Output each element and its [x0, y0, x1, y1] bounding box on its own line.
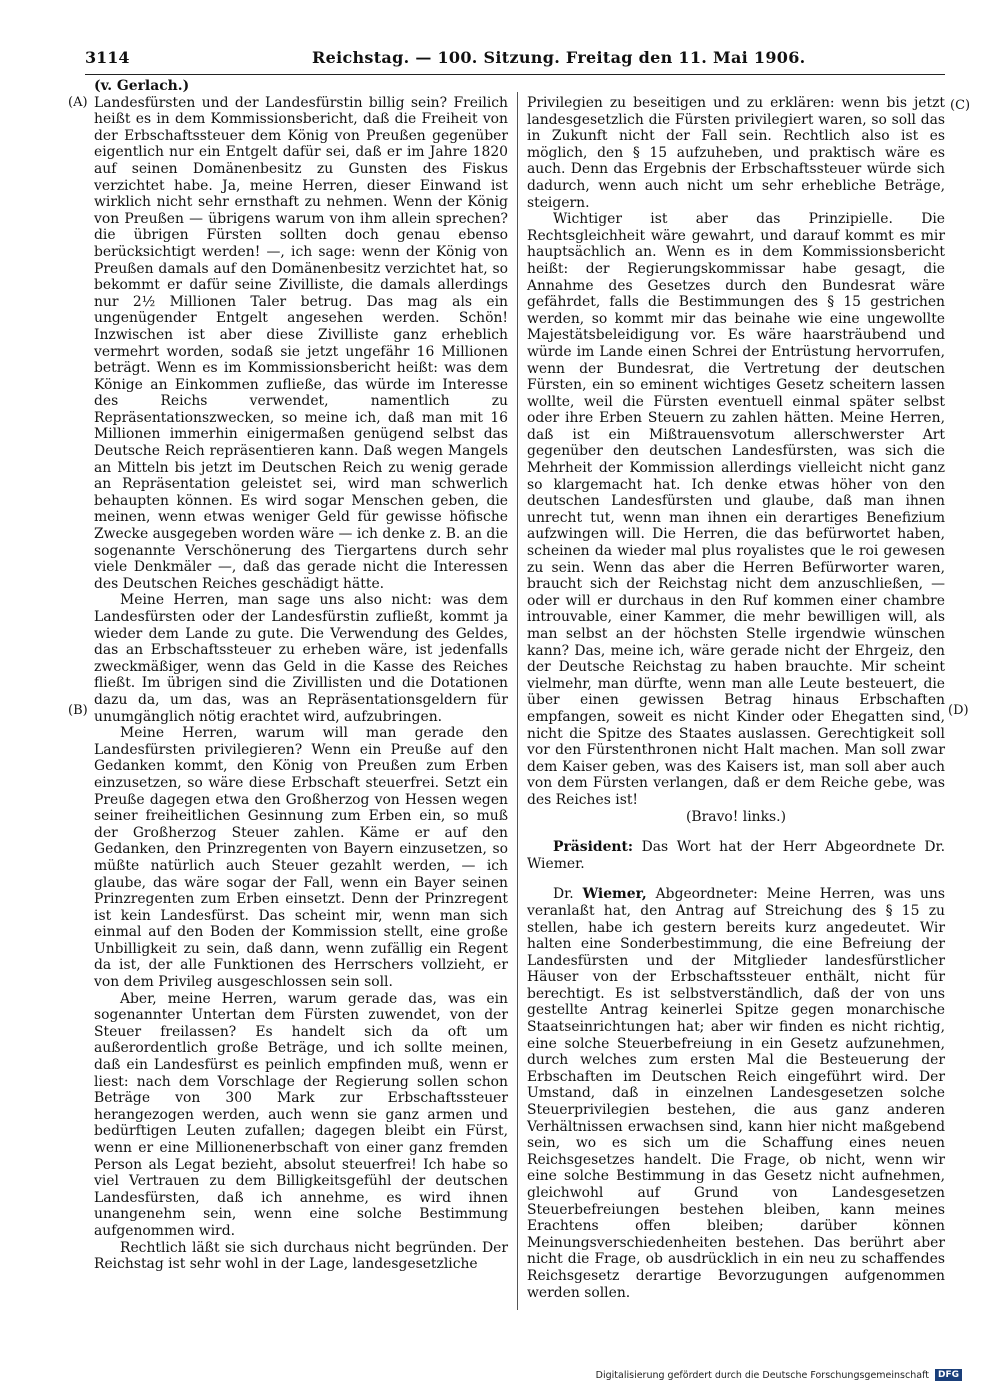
page-number: 3114: [85, 48, 130, 67]
margin-marker-c: (C): [950, 98, 971, 113]
column-divider: [517, 92, 518, 1310]
footer-text: Digitalisierung gefördert durch die Deutsche Forschungsgemeinschaft: [595, 1369, 929, 1381]
spacer: [527, 825, 945, 839]
paragraph: Rechtlich läßt sie sich durchaus nicht begründen. Der Reichstag ist sehr wohl in der Lage, landesgesetzliche: [94, 1239, 508, 1273]
running-title: Reichstag. — 100. Sitzung. Freitag den 11. Mai 1906.: [312, 48, 806, 67]
applause-note: (Bravo! links.): [686, 808, 786, 825]
paragraph: Meine Herren, warum will man gerade den Landesfürsten privilegieren? Wenn ein Preuße auf den Gedanken kommt, den König von Preußen zum Erben einzusetzen, so wäre diese Erbschaft steuerfrei. Setzt ein Preuße dagegen etwa den Großherzog von Hessen wegen seiner freiheitlichen Gesinnung zum Erben ein, so muß der Großherzog Steuer zahlen. Käme er auf den Gedanken, den Prinzregenten von Bayern einzusetzen, so müßte natürlich auch Steuer gezahlt werden, — ich glaube, das wäre sogar der Fall, wenn ein Bayer seinen Prinzregenten zum Erben einsetzt. Denn der Prinzregent ist kein Landesfürst. Das scheint mir, wenn man sich einmal auf den Boden der Kommission stellt, eine große Unbilligkeit zu sein, daß dann, wenn zufällig ein Regent da ist, der alle Funktionen des Herrschers vollzieht, er von dem Privileg ausgeschlossen sein soll.: [94, 725, 508, 991]
president-label: Präsident:: [553, 839, 634, 856]
page-header: [85, 48, 945, 74]
spacer: [527, 872, 945, 886]
right-column: [527, 95, 945, 1301]
speech-paragraph: [527, 886, 945, 1301]
margin-marker-d: (D): [948, 703, 969, 718]
president-text: Das Wort hat der Herr Abgeordnete Dr. Wiemer.: [527, 839, 946, 872]
margin-marker-a: (A): [68, 95, 88, 110]
paragraph: Aber, meine Herren, warum gerade das, was ein sogenannter Untertan dem Fürsten zuwendet, von der Steuer freilassen? Es handelt sich da oft um außerordentlich große Beträge, und ich sollte meinen, daß ein Landesfürst es peinlich empfinden muß, wenn er liest: nach dem Vorschlage der Regierung sollen schon Beträge von 300 Mark zur Erbschaftssteuer herangezogen werden, auch wenn sie ganz armen und bedürftigen Leuten zufallen; dagegen bleibt ein Fürst, wenn er eine Millionenerbschaft von einer ganz fremden Person als Legat bezieht, absolut steuerfrei! Ich habe so viel Vertrauen zu dem Billigkeitsgefühl der deutschen Landesfürsten, daß ich annehme, es wird ihnen unangenehm sein, wenn eine solche Bestimmung aufgenommen wird.: [94, 990, 508, 1239]
paragraph: Meine Herren, man sage uns also nicht: was dem Landesfürsten oder der Landesfürstin zufließt, kommt ja wieder dem Lande zu gute. Die Verwendung des Geldes, das an Erbschaftssteuer zu erheben wäre, ist jedenfalls zweckmäßiger, wenn das Geld in die Kasse des Reiches fließt. Im übrigen sind die Zivillisten und die Dotationen dazu da, um das, was an Repräsentationsgeldern für unumgänglich nötig erachtet wird, aufzubringen.: [94, 592, 508, 725]
left-column: [94, 78, 508, 1273]
digitization-footer: [596, 1368, 962, 1382]
speech-text: Abgeordneter: Meine Herren, was uns veranlaßt hat, den Antrag auf Streichung des § 15 zu stellen, habe ich gestern bereits kurz angedeutet. Wir halten eine Sonderbestimmung, die eine Befreiung der Landesfürsten und der Mitglieder landesfürstlicher Häuser von der Erbschaftssteuer enthält, nicht für berechtigt. Es ist selbstverständlich, daß der von uns gestellte Antrag keinerlei Spitze gegen monarchische Staatseinrichtungen hat; aber wir finden es nicht richtig, eine solche Steuerbefreiung in ein Gesetz aufzunehmen, durch welches zum ersten Mal die Besteuerung der Erbschaften im Deutschen Reich eingeführt wird. Der Umstand, daß in einzelnen Landesgesetzen solche Steuerprivilegien bestehen, die aus ganz anderen Verhältnissen erwachsen sind, kann hier nicht maßgebend sein, wo es sich um die Schaffung eines neuen Reichsgesetzes handelt. Die Frage, ob nicht, wenn wir eine solche Bestimmung in das Gesetz nicht aufnehmen, gleichwohl auf Grund von Landesgesetzen Steuerbefreiungen bestehen bleiben, kann meines Erachtens offen bleiben; darüber können Meinungsverschiedenheiten bestehen. Das berührt aber nicht die Frage, ob ausdrücklich in ein neu zu schaffendes Reichsgesetz derartige Bevorzugungen aufgenommen werden sollen.: [527, 886, 946, 1301]
margin-marker-b: (B): [68, 703, 88, 718]
paragraph: Wichtiger ist aber das Prinzipielle. Die Rechtsgleichheit wäre gewahrt, und darauf kommt es mir hauptsächlich an. Wenn es in dem Kommissionsbericht heißt: der Regierungskommissar habe gesagt, die Annahme des Gesetzes durch den Bundesrat wäre gefährdet, falls die Bestimmungen des § 15 gestrichen werden, so kommt mir das beinahe wie eine ungewollte Majestätsbeleidigung vor. Es wäre haarsträubend und würde im Lande einen Schrei der Entrüstung hervorrufen, wenn der Bundesrat, die Vertretung der deutschen Fürsten, ein so eminent wichtiges Gesetz scheitern lassen wollte, weil die Fürsten eventuell einmal später selbst oder ihre Erben Steuern zu zahlen hätten. Meine Herren, daß ist ein Mißtrauensvotum allerschwerster Art gegenüber den deutschen Landesfürsten, was sich die Mehrheit der Kommission allerdings vielleicht nicht ganz so klargemacht hat. Ich denke etwas höher von den deutschen Landesfürsten und glaube, daß man ihnen unrecht tut, wenn man ihnen ein derartiges Benefizium aufzwingen will. Die Herren, die das befürwortet haben, scheinen da wieder mal plus royalistes que le roi gewesen zu sein. Wenn das aber die Herren Befürworter waren, braucht sich der Reichstag nicht dem anzuschließen, — oder will er durchaus in den Ruf kommen einer chambre introuvable, einer Kammer, die mehr bewilligen will, als man selbst an der höchsten Stelle irgendwie wünschen kann? Das, meine ich, wäre gerade nicht der Ehrgeiz, den der Deutsche Reichstag zu haben brauchte. Mir scheint vielmehr, man dürfte, wenn man alle Leute besteuert, die über einen gewissen Betrag hinaus Erbschaften empfangen, soweit es nicht Kinder oder Ehegatten sind, nicht die Spitze des Staates auslassen. Gerechtigkeit soll vor den Fürstenthronen nicht Halt machen. Man soll zwar dem Kaiser geben, was des Kaisers ist, man soll aber auch von dem Fürsten verlangen, daß er dem Reiche gebe, was des Reiches ist!: [527, 211, 945, 808]
paragraph: Privilegien zu beseitigen und zu erklären: wenn bis jetzt landesgesetzlich die Fürsten privilegiert waren, so soll das in Zukunft nicht der Fall sein. Rechtlich also ist es möglich, den § 15 aufzuheben, und praktisch wäre es auch. Denn das Ergebnis der Erbschaftssteuer würde sich dadurch, wenn auch nicht um sehr erhebliche Beträge, steigern.: [527, 95, 945, 211]
paragraph: Landesfürsten und der Landesfürstin billig sein? Freilich heißt es in dem Kommissionsbericht, daß die Freiheit von der Erbschaftssteuer dem König von Preußen gegenüber eigentlich nur ein Entgelt dafür sei, daß er im Jahre 1820 auf seinen Domänenbesitz zu Gunsten des Fiskus verzichtet habe. Ja, meine Herren, dieser Einwand ist wirklich nicht sehr ernsthaft zu nehmen. Wenn der König von Preußen — übrigens warum von ihm allein sprechen? die übrigen Fürsten sollten doch genau ebenso berücksichtigt werden! —, ich sage: wenn der König von Preußen damals auf den Domänenbesitz verzichtet hat, so bekommt er dafür seine Zivilliste, die damals allerdings nur 2½ Millionen Taler betrug. Das mag als ein ungenügender Entgelt angesehen werden. Schön! Inzwischen ist aber diese Zivilliste ganz erheblich vermehrt worden, sodaß sie jetzt ungefähr 16 Millionen beträgt. Wenn es im Kommissionsbericht heißt: was dem Könige an Einkommen zufließe, das würde im Interesse des Reichs verwendet, namentlich zu Repräsentationszwecken, so meine ich, daß man mit 16 Millionen immerhin einigermaßen genügend selbst das Deutsche Reich repräsentieren kann. Daß wegen Mangels an Mitteln bis jetzt im Deutschen Reich zu wenig gerade an Repräsentation geleistet sei, wird man schwerlich behaupten können. Es wird sogar Menschen geben, die meinen, wenn etwas weniger Geld für gewisse höfische Zwecke ausgegeben worden wäre — ich denke z. B. an die sogenannte Verschönerung des Tiergartens durch sehr viele Denkmäler —, daß das gerade nicht die Interessen des Deutschen Reiches geschädigt hätte.: [94, 94, 508, 592]
speaker-head: (v. Gerlach.): [94, 78, 190, 94]
dfg-logo-icon: DFG: [935, 1369, 962, 1381]
header-rule: [85, 74, 945, 75]
speaker-prefix: Dr.: [553, 886, 574, 903]
speaker-name: Wiemer,: [582, 886, 647, 903]
president-statement: [527, 839, 945, 872]
